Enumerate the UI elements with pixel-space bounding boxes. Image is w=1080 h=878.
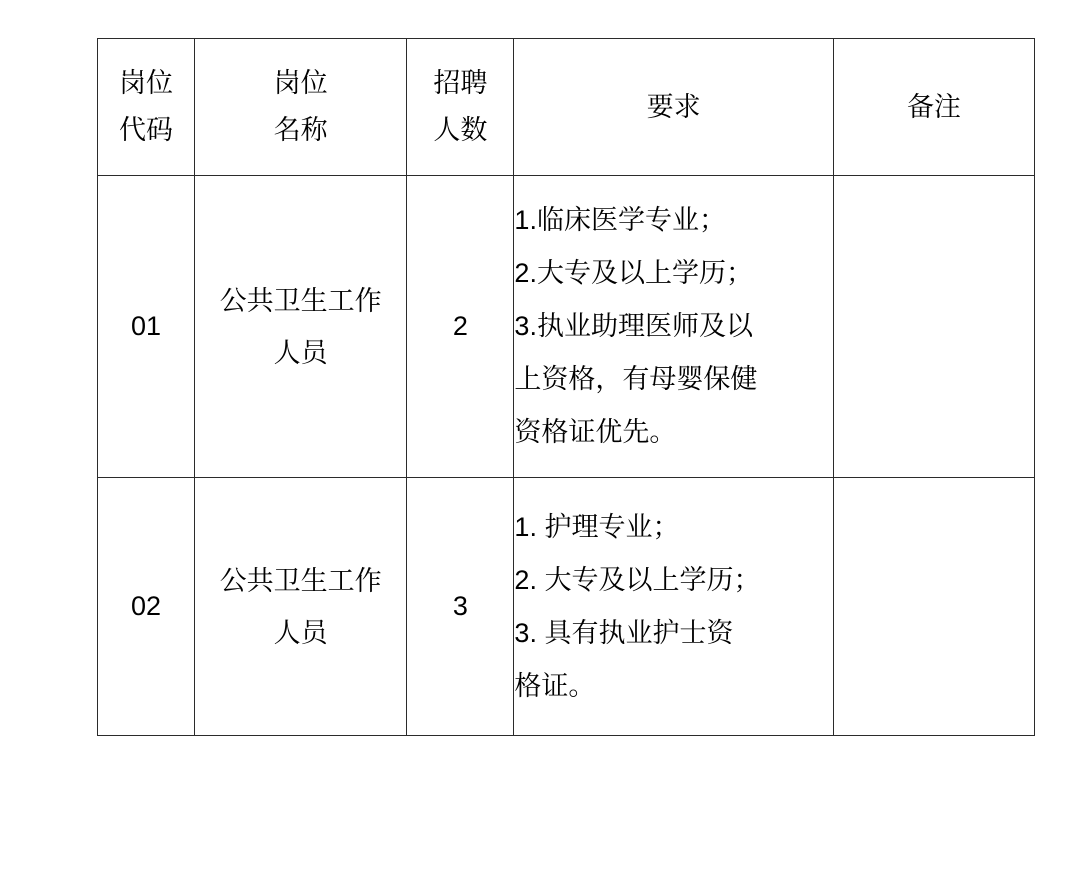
header-remarks-line1: 备注 <box>906 91 961 122</box>
cell-job-name-line2: 人员 <box>273 337 328 368</box>
table-header-row <box>98 39 1035 176</box>
requirement-line: 2.大专及以上学历； <box>514 258 753 288</box>
cell-job-name-line2: 人员 <box>273 617 328 648</box>
table-row <box>98 478 1035 736</box>
requirement-line: 资格证优先。 <box>514 417 677 447</box>
cell-headcount: 3 <box>407 478 514 736</box>
requirement-line: 2. 大专及以上学历； <box>514 564 761 595</box>
header-headcount-line1: 招聘 <box>433 68 488 98</box>
cell-remarks <box>833 176 1034 478</box>
cell-requirements <box>514 176 833 478</box>
cell-job-name <box>194 176 406 478</box>
requirement-line: 1. 护理专业； <box>514 511 680 542</box>
header-requirements-line1: 要求 <box>646 91 701 122</box>
table-body <box>98 176 1035 736</box>
header-remarks <box>833 39 1034 176</box>
cell-job-name-line1: 公共卫生工作 <box>219 565 382 596</box>
header-job-code <box>98 39 195 176</box>
requirement-line: 3.执业助理医师及以 <box>514 311 753 341</box>
requirement-line: 1.临床医学专业； <box>514 205 726 235</box>
header-job-code-line1: 岗位 <box>118 68 173 98</box>
cell-job-code: 02 <box>98 478 195 736</box>
cell-job-name-line1: 公共卫生工作 <box>219 285 382 316</box>
header-headcount <box>407 39 514 176</box>
header-job-code-line2: 代码 <box>118 115 173 145</box>
recruitment-table <box>97 38 1035 736</box>
cell-remarks <box>833 478 1034 736</box>
header-headcount-line2: 人数 <box>433 115 488 145</box>
cell-job-name <box>194 478 406 736</box>
header-job-name-line2: 名称 <box>273 115 328 145</box>
cell-requirements <box>514 478 833 736</box>
requirement-line: 上资格，有母婴保健 <box>514 364 758 394</box>
table-header <box>98 39 1035 176</box>
table-row <box>98 176 1035 478</box>
header-requirements <box>514 39 833 176</box>
recruitment-table-container <box>97 38 1035 736</box>
header-job-name-line1: 岗位 <box>273 68 328 98</box>
header-job-name <box>194 39 406 176</box>
requirement-line: 格证。 <box>514 670 596 701</box>
cell-job-code: 01 <box>98 176 195 478</box>
requirement-line: 3. 具有执业护士资 <box>514 617 734 648</box>
cell-headcount: 2 <box>407 176 514 478</box>
